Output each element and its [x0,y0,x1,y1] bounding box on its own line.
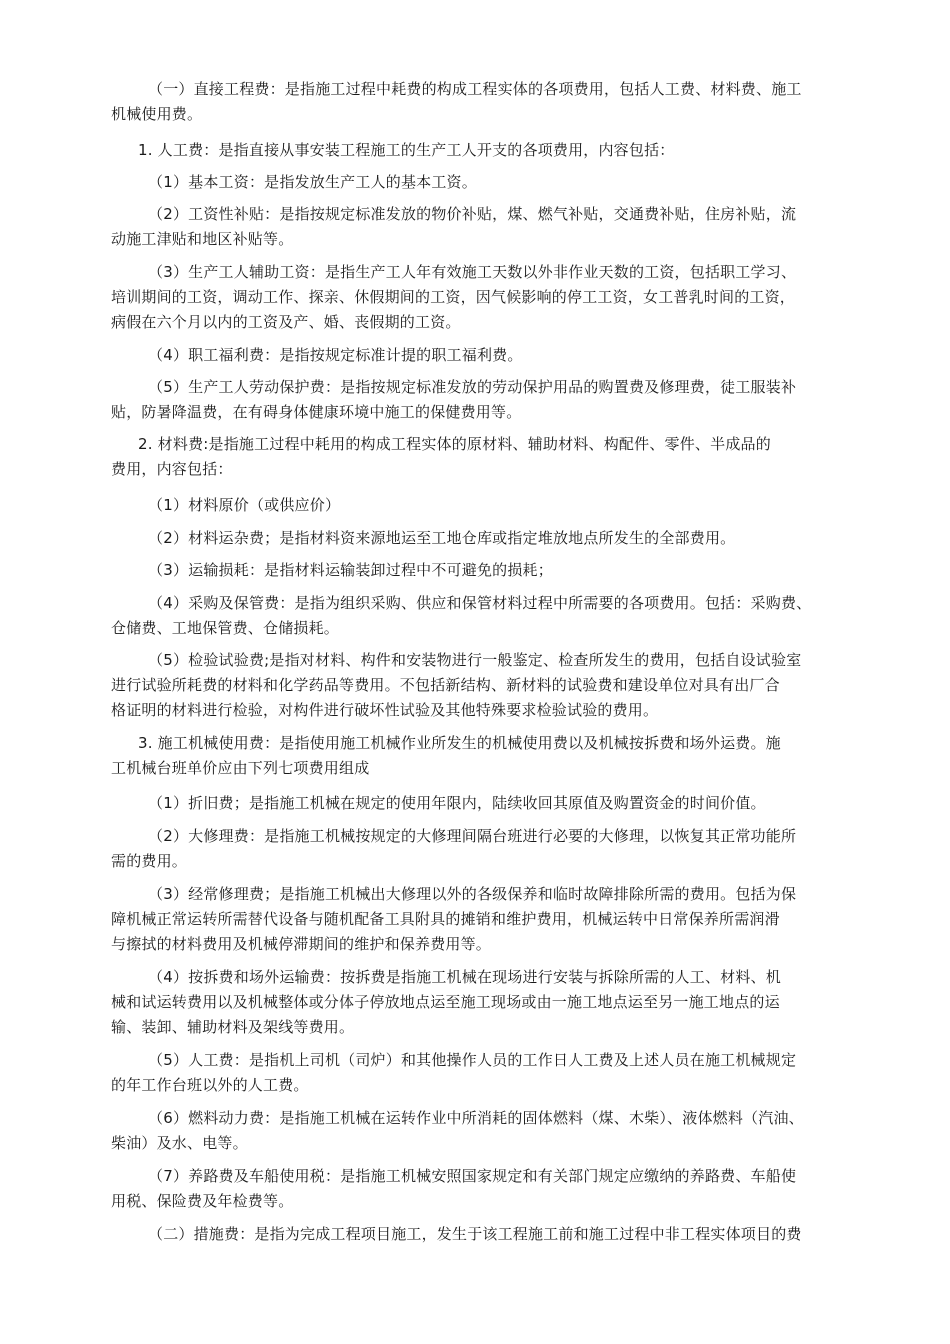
text-line: 2. 材料费:是指施工过程中耗用的构成工程实体的原材料、辅助材料、构配件、零件、半成品的 [138,435,771,453]
text-line: 输、装卸、辅助材料及架线等费用。 [111,1018,355,1036]
text-line: 培训期间的工资，调动工作、探亲、休假期间的工资，因气候影响的停工工资，女工普乳时间的工资， [111,288,796,306]
text-line: （一）直接工程费：是指施工过程中耗费的构成工程实体的各项费用，包括人工费、材料费、施工 [148,80,802,98]
text-line: 与擦拭的材料费用及机械停滞期间的维护和保养费用等。 [111,935,492,953]
text-line: 病假在六个月以内的工资及产、婚、丧假期的工资。 [111,313,461,331]
text-line: （1）材料原价（或供应价） [148,496,341,514]
text-line: 需的费用。 [111,852,188,870]
text-line: （4）按拆费和场外运输费：按拆费是指施工机械在现场进行安装与拆除所需的人工、材料、机 [148,968,781,986]
text-line: 障机械正常运转所需替代设备与随机配备工具附具的摊销和维护费用，机械运转中日常保养所需润滑 [111,910,780,928]
text-line: （5）生产工人劳动保护费：是指按规定标准发放的劳动保护用品的购置费及修理费，徒工服装补 [148,378,797,396]
text-line: （1）折旧费；是指施工机械在规定的使用年限内，陆续收回其原值及购置资金的时间价值。 [148,794,766,812]
text-line: 3. 施工机械使用费：是指使用施工机械作业所发生的机械使用费以及机械按拆费和场外运费。施 [138,734,781,752]
text-line: （3）生产工人辅助工资：是指生产工人年有效施工天数以外非作业天数的工资，包括职工学习、 [148,263,797,281]
text-line: （二）措施费：是指为完成工程项目施工，发生于该工程施工前和施工过程中非工程实体项目的费 [148,1225,802,1243]
text-line: （1）基本工资：是指发放生产工人的基本工资。 [148,173,477,191]
text-line: 贴，防暑降温费，在有碍身体健康环境中施工的保健费用等。 [111,403,522,421]
text-line: 的年工作台班以外的人工费。 [111,1076,309,1094]
text-line: （3）经常修理费；是指施工机械出大修理以外的各级保养和临时故障排除所需的费用。包括为保 [148,885,797,903]
text-line: （4）职工福利费：是指按规定标准计提的职工福利费。 [148,346,523,364]
text-line: （3）运输损耗：是指材料运输装卸过程中不可避免的损耗； [148,561,553,579]
text-line: 柴油）及水、电等。 [111,1134,248,1152]
text-line: 械和试运转费用以及机械整体或分体子停放地点运至施工现场或由一施工地点运至另一施工地点的运 [111,993,780,1011]
text-line: （7）养路费及车船使用税：是指施工机械安照国家规定和有关部门规定应缴纳的养路费、车船使 [148,1167,797,1185]
text-line: 仓储费、工地保管费、仓储损耗。 [111,619,340,637]
text-line: （5）人工费：是指机上司机（司炉）和其他操作人员的工作日人工费及上述人员在施工机械规定 [148,1051,797,1069]
text-line: （2）工资性补贴：是指按规定标准发放的物价补贴，煤、燃气补贴，交通费补贴，住房补贴，流 [148,205,797,223]
text-line: 动施工津贴和地区补贴等。 [111,230,294,248]
text-line: （5）检验试验费;是指对材料、构件和安装物进行一般鉴定、检查所发生的费用，包括自设试验室 [148,651,802,669]
text-line: 机械使用费。 [111,105,203,123]
text-line: 费用，内容包括： [111,460,233,478]
text-line: 进行试验所耗费的材料和化学药品等费用。不包括新结构、新材料的试验费和建设单位对具有出厂合 [111,676,780,694]
text-line: （4）采购及保管费：是指为组织采购、供应和保管材料过程中所需要的各项费用。包括：采购费、 [148,594,812,612]
text-line: （2）材料运杂费；是指材料资来源地运至工地仓库或指定堆放地点所发生的全部费用。 [148,529,736,547]
text-line: 工机械台班单价应由下列七项费用组成 [111,759,370,777]
text-line: 用税、保险费及年检费等。 [111,1192,294,1210]
text-line: （2）大修理费：是指施工机械按规定的大修理间隔台班进行必要的大修理，以恢复其正常功能所 [148,827,797,845]
text-line: 格证明的材料进行检验，对构件进行破坏性试验及其他特殊要求检验试验的费用。 [111,701,659,719]
text-line: 1. 人工费：是指直接从事安装工程施工的生产工人开支的各项费用，内容包括： [138,141,675,159]
text-line: （6）燃料动力费：是指施工机械在运转作业中所消耗的固体燃料（煤、木柴）、液体燃料（汽油、 [148,1109,804,1127]
